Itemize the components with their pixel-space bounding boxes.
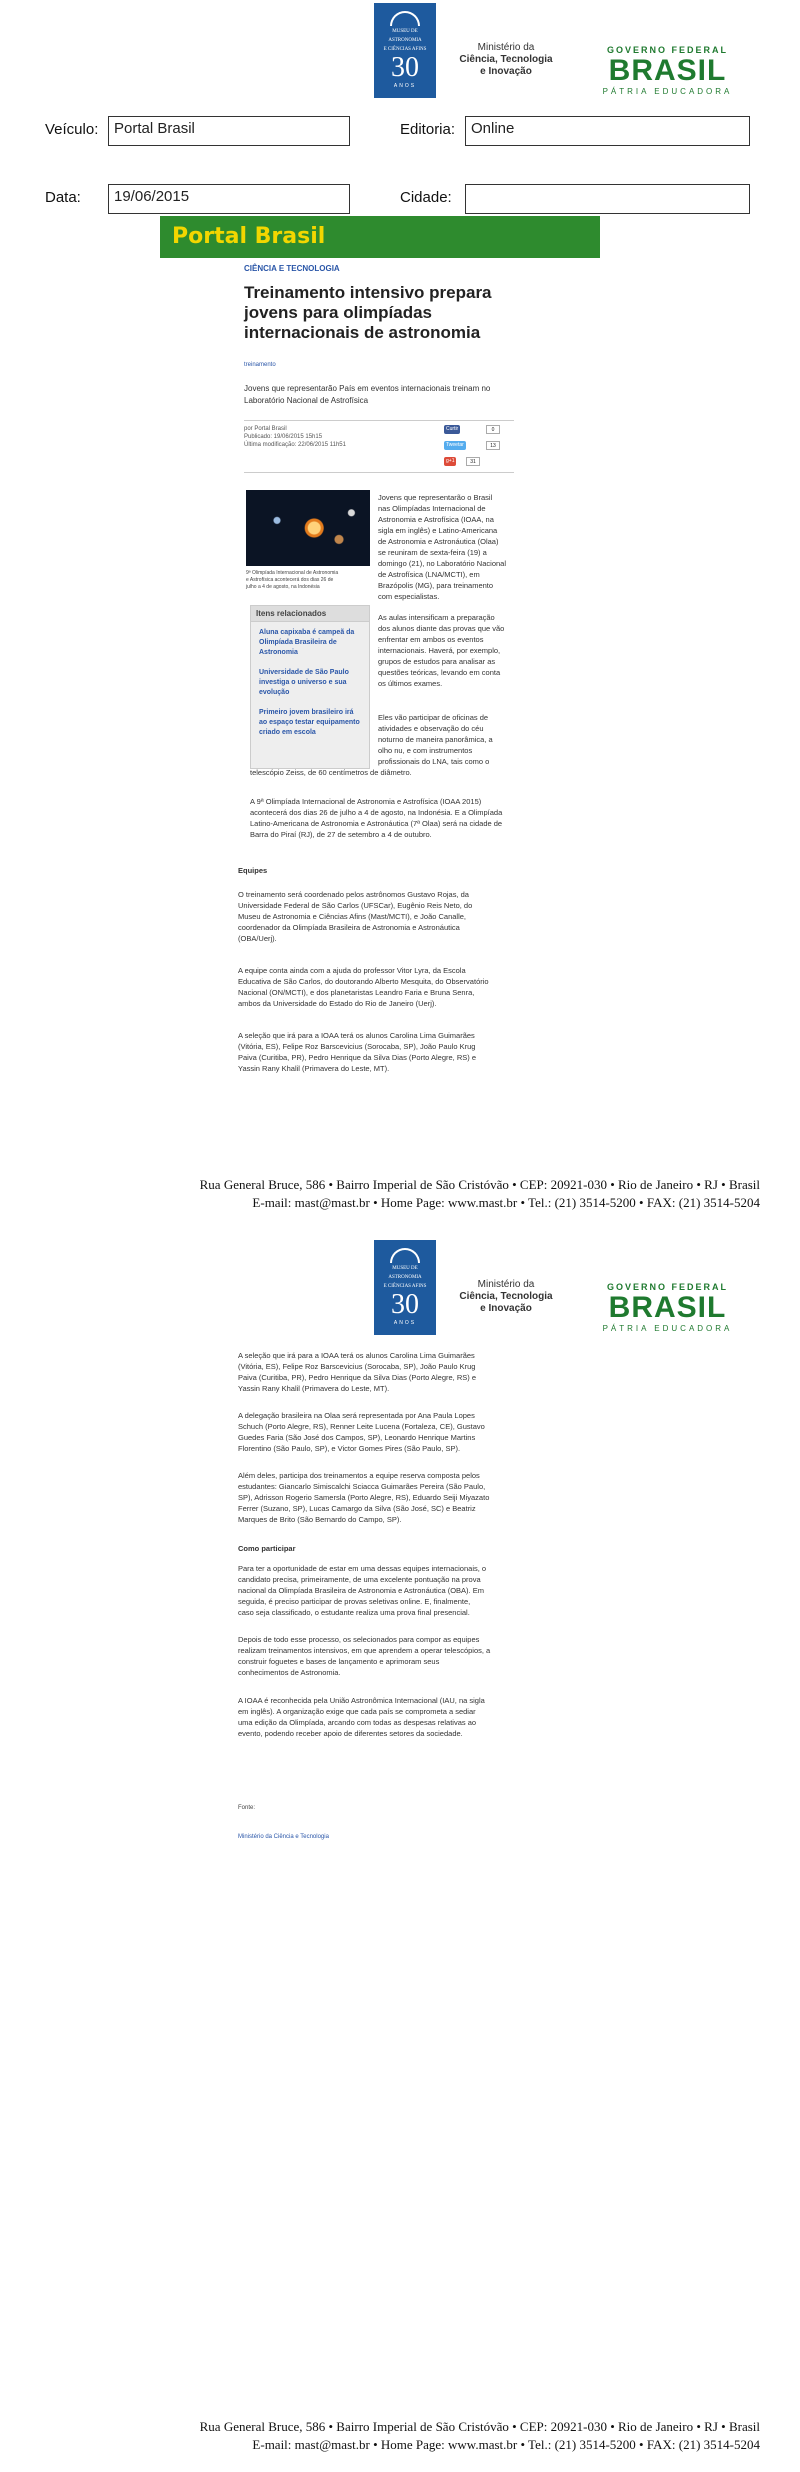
- text-line: Yassin Rany Khalil (Primavera do Leste, MT).: [238, 1064, 390, 1073]
- observatory-dome-icon: [390, 11, 420, 26]
- text-line: Guedes Faria (São José dos Campos, SP), Leonardo Henrique Martins: [238, 1433, 476, 1442]
- brasil-wordmark: BRASIL: [608, 1291, 727, 1324]
- editoria-label: Editoria:: [400, 121, 456, 138]
- article-lead: [244, 383, 490, 407]
- contact-line: E-mail: mast@mast.br • Home Page: www.mast.br • Tel.: (21) 3514-5200 • FAX: (21) 3514-5204: [252, 2437, 760, 2452]
- text-line: de Astronomia e Astronáutica (Olaa): [378, 537, 499, 546]
- section-heading: Equipes: [238, 866, 268, 875]
- governo-federal-logo: [585, 45, 750, 96]
- related-items-heading: Itens relacionados: [251, 606, 369, 622]
- text-line: internacionais. Haverá, por exemplo,: [378, 646, 501, 655]
- data-field[interactable]: 19/06/2015: [108, 184, 350, 214]
- published-line: Publicado: 19/06/2015 15h15: [244, 434, 323, 440]
- text-line: As aulas intensificam a preparação: [378, 613, 495, 622]
- text-line: conhecimentos de Astronomia.: [238, 1668, 341, 1677]
- veiculo-field[interactable]: Portal Brasil: [108, 116, 350, 146]
- patria-educadora-text: PÁTRIA EDUCADORA: [602, 1324, 733, 1333]
- text-line: Educativa de São Carlos, do doutorando Alberto Mesquita, do Observatório: [238, 977, 489, 986]
- text-line: questões teóricas, levando em conta: [378, 668, 501, 677]
- facebook-count: 0: [486, 425, 500, 434]
- text-line: (Vitória, ES), Felipe Roz Barscevicius (Sorocaba, SP), João Paulo Krug: [238, 1042, 476, 1051]
- ministerio-logo: [452, 42, 560, 78]
- section-heading: Como participar: [238, 1544, 296, 1553]
- author-line: por Portal Brasil: [244, 426, 287, 432]
- mast-logo-text: E CIÊNCIAS AFINS: [383, 1284, 427, 1289]
- divider: [244, 420, 514, 421]
- related-line[interactable]: criado em escola: [259, 729, 316, 736]
- cidade-field[interactable]: [465, 184, 750, 214]
- editoria-field[interactable]: Online: [465, 116, 750, 146]
- letterhead-1: [0, 0, 800, 100]
- related-line[interactable]: evolução: [259, 689, 290, 696]
- gplus-button[interactable]: g+1: [446, 458, 455, 464]
- text-line: Ferrer (Suzano, SP), Lucas Camargo da Silva (São José, SC) e Beatriz: [238, 1504, 476, 1513]
- article-paragraph: [378, 712, 493, 767]
- text-line: A 9ª Olimpíada Internacional de Astronomia e Astrofísica (IOAA 2015): [250, 797, 482, 806]
- text-line: Yassin Rany Khalil (Primavera do Leste, MT).: [238, 1384, 390, 1393]
- text-line: A equipe conta ainda com a ajuda do professor Vitor Lyra, da Escola: [238, 966, 466, 975]
- solar-system-photo: [246, 490, 370, 566]
- text-line: nacional da Olimpíada Brasileira de Astronomia e Astronáutica (OBA). Em: [238, 1586, 484, 1595]
- caption-line: julho a 4 de agosto, na Indonésia: [246, 584, 320, 590]
- related-line[interactable]: investiga o universo e sua: [259, 679, 347, 686]
- article-paragraph: [238, 889, 472, 944]
- article-paragraph: [238, 1470, 489, 1525]
- text-line: Nacional (ON/MCTI), e dos planetaristas Leandro Faria e Bruna Senra,: [238, 988, 475, 997]
- mast-logo-number: 30: [391, 52, 419, 83]
- text-line: telescópio Zeiss, de 60 centímetros de diâmetro.: [250, 768, 412, 777]
- text-line: profissionais do LNA, tais como o: [378, 757, 490, 766]
- title-line: internacionais de astronomia: [244, 323, 481, 342]
- text-line: O treinamento será coordenado pelos astrônomos Gustavo Rojas, da: [238, 890, 469, 899]
- text-line: Paiva (Curitiba, PR), Pedro Henrique da Silva Dias (Porto Alegre, RS) e: [238, 1053, 477, 1062]
- ministerio-text: Ciência, Tecnologia: [459, 1291, 553, 1302]
- cidade-label: Cidade:: [400, 189, 452, 206]
- portal-brasil-banner: Portal Brasil: [160, 216, 600, 258]
- text-line: Astronomia e Astrofísica (IOAA, na: [378, 515, 494, 524]
- ministerio-text: e Inovação: [480, 1303, 532, 1314]
- related-item-link[interactable]: [259, 628, 363, 658]
- text-line: (Vitória, ES), Felipe Roz Barscevicius (Sorocaba, SP), João Paulo Krug: [238, 1362, 476, 1371]
- text-line: atividades e observação do céu: [378, 724, 484, 733]
- article-paragraph: [238, 1563, 486, 1618]
- text-line: estudantes: Giancarlo Simiscalchi Sciacca Guimarães Pereira (São Paulo,: [238, 1482, 486, 1491]
- text-line: construir foguetes e bases de lançamento e aprimoram seus: [238, 1657, 440, 1666]
- twitter-button[interactable]: Tweetar: [446, 442, 464, 448]
- ministerio-text: Ministério da: [477, 1279, 535, 1290]
- letterhead-footer: [0, 2418, 760, 2454]
- related-line[interactable]: Primeiro jovem brasileiro irá: [259, 709, 354, 716]
- article-paragraph: [238, 1634, 490, 1678]
- text-line: com especialistas.: [378, 592, 440, 601]
- article-paragraph: [238, 1350, 476, 1394]
- lead-line: Jovens que representarão País em eventos internacionais treinam no: [244, 384, 491, 393]
- text-line: enfrentar em ambos os eventos: [378, 635, 484, 644]
- text-line: se reuniram de sexta-feira (19) a: [378, 548, 487, 557]
- facebook-like-button[interactable]: Curtir: [446, 426, 459, 432]
- letterhead-footer: [0, 1176, 760, 1212]
- text-line: uma edição da Olimpíada, arcando com todas as despesas relativas ao: [238, 1718, 477, 1727]
- mast-logo: [374, 1240, 436, 1335]
- related-items-box: [250, 605, 370, 769]
- governo-federal-text: GOVERNO FEDERAL: [606, 1282, 728, 1292]
- ministerio-text: Ciência, Tecnologia: [459, 54, 553, 65]
- text-line: Florentino (São Paulo, SP), e Victor Gomes Pires (São Paulo, SP).: [238, 1444, 461, 1453]
- text-line: caso seja classificado, o estudante realiza uma prova final presencial.: [238, 1608, 470, 1617]
- article-paragraph: [238, 1410, 485, 1454]
- related-line[interactable]: Astronomia: [259, 649, 298, 656]
- veiculo-label: Veículo:: [45, 121, 99, 138]
- mast-logo-anos: ANOS: [393, 1320, 417, 1326]
- article-paragraph: [250, 796, 502, 840]
- ministerio-text: Ministério da: [477, 42, 535, 53]
- governo-federal-logo: [585, 1282, 750, 1333]
- photo-caption: [246, 570, 338, 591]
- lead-line: Laboratório Nacional de Astrofísica: [244, 396, 369, 405]
- text-line: seguida, é preciso participar de provas seletivas online. E, finalmente,: [238, 1597, 471, 1606]
- text-line: noturno de maneira panorâmica, a: [378, 735, 493, 744]
- text-line: (OBA/Uerj).: [238, 934, 277, 943]
- caption-line: 9ª Olimpíada Internacional de Astronomia: [246, 570, 339, 576]
- text-line: acontecerá dos dias 26 de julho a 4 de agosto, na Indonésia. E a Olimpíada: [250, 808, 503, 817]
- text-line: Universidade Federal de São Carlos (UFSCar), Eugênio Reis Neto, do: [238, 901, 473, 910]
- article-paragraph: [378, 612, 504, 689]
- text-line: os últimos exames.: [378, 679, 443, 688]
- article-meta: [244, 425, 346, 449]
- text-line: A seleção que irá para a IOAA terá os alunos Carolina Lima Guimarães: [238, 1351, 475, 1360]
- related-item-link[interactable]: [259, 668, 363, 698]
- article-tag-link[interactable]: treinamento: [244, 362, 276, 368]
- contact-line: E-mail: mast@mast.br • Home Page: www.mast.br • Tel.: (21) 3514-5200 • FAX: (21) 3514-5204: [252, 1195, 760, 1210]
- related-line[interactable]: Aluna capixaba é campeã da: [259, 629, 355, 636]
- title-line: jovens para olimpíadas: [244, 303, 433, 322]
- mast-logo-number: 30: [391, 1289, 419, 1320]
- data-label: Data:: [45, 189, 81, 206]
- article-paragraph: [238, 1695, 485, 1739]
- text-line: Paiva (Curitiba, PR), Pedro Henrique da Silva Dias (Porto Alegre, RS) e: [238, 1373, 477, 1382]
- text-line: Jovens que representarão o Brasil: [378, 493, 493, 502]
- mast-logo-text: MUSEU DE: [392, 1266, 418, 1271]
- gplus-count: 31: [466, 457, 480, 466]
- text-line: Latino-Americana de Astronomia e Astronáutica (7ª Olaa) será na cidade de: [250, 819, 503, 828]
- article-category[interactable]: CIÊNCIA E TECNOLOGIA: [244, 264, 340, 273]
- text-line: Para ter a oportunidade de estar em uma dessas equipes internacionais, o: [238, 1564, 487, 1573]
- text-line: evento, podendo receber apoio de diferentes setores da sociedade.: [238, 1729, 463, 1738]
- mast-logo-text: MUSEU DE: [392, 29, 418, 34]
- text-line: Além deles, participa dos treinamentos a equipe reserva composta pelos: [238, 1471, 480, 1480]
- text-line: domingo (21), no Laboratório Nacional: [378, 559, 506, 568]
- fonte-label: Fonte:: [238, 1805, 256, 1811]
- letterhead-2: [0, 1237, 800, 1337]
- article-paragraph: [238, 1030, 476, 1074]
- text-line: A delegação brasileira na Olaa será representada por Ana Paula Lopes: [238, 1411, 475, 1420]
- text-line: Eles vão participar de oficinas de: [378, 713, 489, 722]
- text-line: ambos da Universidade do Estado do Rio de Janeiro (Uerj).: [238, 999, 437, 1008]
- text-line: A seleção que irá para a IOAA terá os alunos Carolina Lima Guimarães: [238, 1031, 475, 1040]
- text-line: olho nu, e com instrumentos: [378, 746, 473, 755]
- text-line: dos alunos diante das provas que vão: [378, 624, 505, 633]
- text-line: Depois de todo esse processo, os selecionados para compor as equipes: [238, 1635, 480, 1644]
- address-line: Rua General Bruce, 586 • Bairro Imperial de São Cristóvão • CEP: 20921-030 • Rio de Janeiro • RJ • Brasil: [199, 2419, 760, 2434]
- ministerio-logo: [452, 1279, 560, 1315]
- text-line: Museu de Astronomia e Ciências Afins (Mast/MCTI), e João Canalle,: [238, 912, 467, 921]
- related-line[interactable]: ao espaço testar equipamento: [259, 719, 360, 726]
- observatory-dome-icon: [390, 1248, 420, 1263]
- text-line: Marques de Brito (São Bernardo do Campo, SP).: [238, 1515, 402, 1524]
- text-line: realizam treinamentos intensivos, em que aprendem a operar telescópios, a: [238, 1646, 491, 1655]
- divider: [244, 472, 514, 473]
- governo-federal-text: GOVERNO FEDERAL: [606, 45, 728, 55]
- address-line: Rua General Bruce, 586 • Bairro Imperial de São Cristóvão • CEP: 20921-030 • Rio de Janeiro • RJ • Brasil: [199, 1177, 760, 1192]
- title-line: Treinamento intensivo prepara: [244, 283, 492, 302]
- patria-educadora-text: PÁTRIA EDUCADORA: [602, 87, 733, 96]
- mast-logo-text: E CIÊNCIAS AFINS: [383, 47, 427, 52]
- twitter-count: 13: [486, 441, 500, 450]
- mast-logo-anos: ANOS: [393, 83, 417, 89]
- mast-logo-text: ASTRONOMIA: [388, 1275, 422, 1280]
- text-line: SP), Adrisson Rogerio Samersla (Porto Alegre, RS), Eduardo Seiji Miyazato: [238, 1493, 490, 1502]
- related-line[interactable]: Universidade de São Paulo: [259, 669, 349, 676]
- brasil-wordmark: BRASIL: [608, 54, 727, 87]
- text-line: Schuch (Porto Alegre, RS), Renner Leite Lucena (Fortaleza, CE), Gustavo: [238, 1422, 485, 1431]
- text-line: Brazópolis (MG), para treinamento: [378, 581, 494, 590]
- text-line: de Astrofísica (LNA/MCTI), em: [378, 570, 480, 579]
- text-line: grupos de estudos para analisar as: [378, 657, 496, 666]
- article-paragraph: [238, 965, 489, 1009]
- text-line: Barra do Piraí (RJ), de 27 de setembro a 4 de outubro.: [250, 830, 432, 839]
- text-line: A IOAA é reconhecida pela União Astronômica Internacional (IAU, na sigla: [238, 1696, 485, 1705]
- text-line: em inglês). A organização exige que cada país se comprometa a sediar: [238, 1707, 476, 1716]
- mast-logo-text: ASTRONOMIA: [388, 38, 422, 43]
- ministerio-text: e Inovação: [480, 66, 532, 77]
- text-line: coordenador da Olimpíada Brasileira de Astronomia e Astronáutica: [238, 923, 460, 932]
- modified-line: Última modificação: 22/06/2015 11h51: [244, 442, 346, 448]
- text-line: nas Olimpíadas Internacional de: [378, 504, 486, 513]
- text-line: candidato precisa, primeiramente, de uma excelente pontuação na prova: [238, 1575, 481, 1584]
- related-item-link[interactable]: [259, 708, 363, 738]
- article-paragraph: [378, 492, 506, 602]
- related-line[interactable]: Olimpíada Brasileira de: [259, 639, 337, 646]
- text-line: sigla em inglês) e Latino-Americana: [378, 526, 498, 535]
- caption-line: e Astrofísica acontecerá dos dias 26 de: [246, 577, 334, 583]
- fonte-link[interactable]: Ministério da Ciência e Tecnologia: [238, 1834, 329, 1840]
- mast-logo: [374, 3, 436, 98]
- article-title: [244, 283, 492, 343]
